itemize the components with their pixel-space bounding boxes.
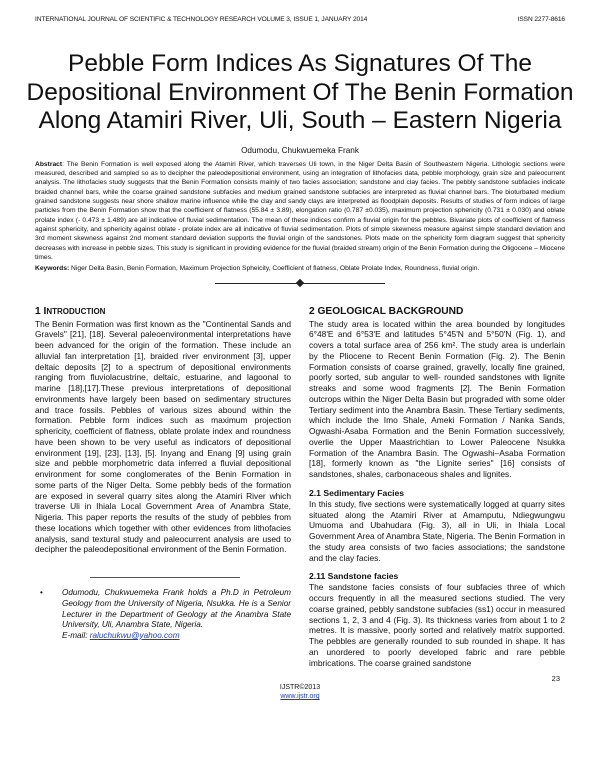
title-line: Along Atamiri River, Uli, South – Eastern Nigeria: [38, 107, 562, 134]
body-columns: [35, 306, 565, 669]
bullet-icon: •: [40, 588, 43, 598]
abstract-label: Abstract: [35, 160, 63, 168]
author-name: Odumodu, Chukwuemeka Frank: [241, 145, 359, 155]
divider-diamond-icon: [296, 278, 304, 286]
keywords-text: Niger Delta Basin, Benin Formation, Maximum Projection Spheicity, Coefficient of flatness, Oblate Prolate Index, Roundness, fluvial origin.: [69, 265, 480, 273]
abstract: [35, 160, 565, 263]
sand-heading: 2.11 Sandstone facies: [309, 571, 399, 582]
keywords-label: Keywords:: [35, 265, 70, 273]
author-footnote: [35, 588, 291, 642]
right-column: [309, 306, 565, 669]
abstract-text: : The Benin Formation is well exposed along the Atamiri River, which traverses Uli town, in the Niger Delta Basin of Southeastern Nigeria. Lithologic sections were measured, described and sampled so as to decipher the paleodepositional environment, using an integration of lithofacies data, pebble morphology, grain size and paleocurrent analysis. The lithofacies study suggests that the Benin Formation consists mainly of two facies association; sandstone and clay facies. The pebbly sandstone subfacies indicate braided channel bars, while the coarse grained sandstone subfacies and medium grained sandstone subfacies are interpreted as fluvial channel bars. The bioturbated medium grained sandstone suggests near shore shallow marine influence while the clay and sandy clays are interpreted as floodplain deposits. Results of studies of form indices of large particles from the Benin Formation show that the coefficient of flatness (55.84 ± 3.89), elongation ratio (0.787 ±0.035), maximum projection sphericity (0.731 ± 0.030) and oblate prolate index (- 0.473 ± 1.489) are all indicative of fluvial sedimentation. The mean of these indices confirm a fluvial origin for the pebbles. Bivariate plots of coefficient of flatness against sphericity, and sphericity against oblate - prolate index are all indicative of fluvial sedimentation. Plots of simple skewness measure against simple standard deviation and 3rd moment skewness against 2nd moment standard deviation supports the fluvial origin of the sandstones. Plots made on the sphericity form diagram suggest that sphericity decreases with increase in pebble sizes. This study is significant in providing evidence for the fluvial (braided stream) origin of the Benin Formation during the Oligocene – Miocene times.: [35, 160, 565, 261]
footnote-text: Odumodu, Chukwuemeka Frank holds a Ph.D in Petroleum Geology from the University of Nigeria, Nsukka. He is a Senior Lecturer in the Department of Geology at the Anambra State University, Uli, Anambra State, Nigeria.: [62, 588, 291, 630]
email-link[interactable]: raluchukwu@yahoo.com: [89, 630, 180, 640]
title-line: Depositional Environment Of The Benin Formation: [26, 78, 574, 106]
page-number: 23: [551, 674, 560, 684]
page-bottom: [35, 674, 565, 704]
page-footer: [35, 683, 565, 701]
title-line: Pebble Form Indices As Signatures Of The: [68, 50, 532, 77]
journal-name: INTERNATIONAL JOURNAL OF SCIENTIFIC & TECHNOLOGY RESEARCH VOLUME 3, ISSUE 1, JANUARY 2014: [35, 16, 368, 23]
intro-paragraph: The Benin Formation was first known as the "Continental Sands and Gravels" [21], [18]. Several paleoenvironmental interpretations have been advanced for the origin of the formation. These include an alluvial fan interpretation [1], braided river environment [3], upper deltaic deposits [2] to a spectrum of depositional environments ranging from fluviolacustrine, deltaic, estuarine, and lagoonal to marine [18],[17].These previous interpretations of depositional environments have largely been based on sedimentary structures and trace fossils. Pebbles of various sizes abound within the formation. Pebble form indices such as maximum projection sphericity, coefficient of flatness, oblate prolate index and roundness have been shown to be very useful as indicators of depositional environment [19], [23], [13], [5]. Inyang and Enang [9] using grain size and pebble morphometric data inferred a fluvial depositional environment for some conglomerates of the Benin Formation in some parts of the Niger Delta. Some pebbly beds of the formation are exposed in several quarry sites along the Atamiri River which traverse Uli in Ihiala Local Government Area of Anambra State, Nigeria. This paper reports the results of the study of pebbles from these locations which together with other evidences from lithofacies analysis, sand textural study and paleocurrent analysis are used to decipher the paleodepositional environment of the Benin Formation.: [35, 318, 291, 555]
running-header: [35, 16, 565, 24]
section-divider-wrap: [35, 276, 565, 290]
sed-paragraph: In this study, five sections were systematically logged at quarry sites situated along the Atamiri River at Amamputu, Ndiegwungwu Umuoma and Ubahudara (Fig. 3), all in Uli, in Ihiala Local Government Area of Anambra State, Nigeria. The Benin Formation in the study area consists of two facies associations; the sandstone and the clay facies.: [309, 498, 565, 563]
intro-heading: 1 INTRODUCTION: [35, 305, 106, 317]
email-label: E-mail:: [62, 630, 90, 640]
sed-heading: 2.1 Sedimentary Facies: [309, 487, 405, 498]
journal-url-link[interactable]: www.ijstr.org: [280, 693, 320, 701]
issn: ISSN 2277-8616: [517, 16, 565, 23]
geo-paragraph: The study area is located within the area bounded by longitudes 6°48'E and 6°53'E and latitudes 5°45'N and 5°50'N (Fig. 1), and covers a total surface area of 256 km². The study area is underlain by the Pliocene to Recent Benin Formation (Fig. 2). The Benin Formation consists of coarse grained, gravelly, locally fine grained, poorly sorted, sub angular to well- rounded sandstones with lignite streaks and some wood fragments [2]. The Benin Formation outcrops within the Niger Delta Basin but prograded with some older Tertiary sediment into the Anambra Basin. These Tertiary sediments, which include the Imo Shale, Ameki Formation / Nanka Sands, Ogwashi-Asaba Formation and the Benin Formation successively, overlie the Upper Maastrichtian to Lower Paleocene Nsukka Formation of the Anambra Basin. The Ogwashi–Asaba Formation [18], formerly known as "the Lignite series" [16] consists of sandstones, shales, carbonaceous shales and lignites.: [309, 318, 565, 480]
footnote-rule: [90, 577, 240, 578]
keywords: [35, 264, 565, 273]
sand-paragraph: The sandstone facies consists of four subfacies three of which occurs frequently in all the measured sections studied. The very coarse grained, pebbly sandstone subfacies (ss1) occur in measured sections 1, 2, 3 and 4 (Fig. 3). Its thickness varies from about 1 to 2 metres. It is massive, poorly sorted and relatively matrix supported. The pebbles are generally rounded to sub rounded in shape. It has an unordered to poorly developed fabric and rare pebble imbrications. The coarse grained sandstone: [309, 582, 565, 668]
paper-title: [20, 50, 580, 136]
left-column: [35, 306, 291, 669]
geo-heading: 2 GEOLOGICAL BACKGROUND: [309, 305, 464, 317]
copyright: IJSTR©2013: [279, 684, 321, 692]
